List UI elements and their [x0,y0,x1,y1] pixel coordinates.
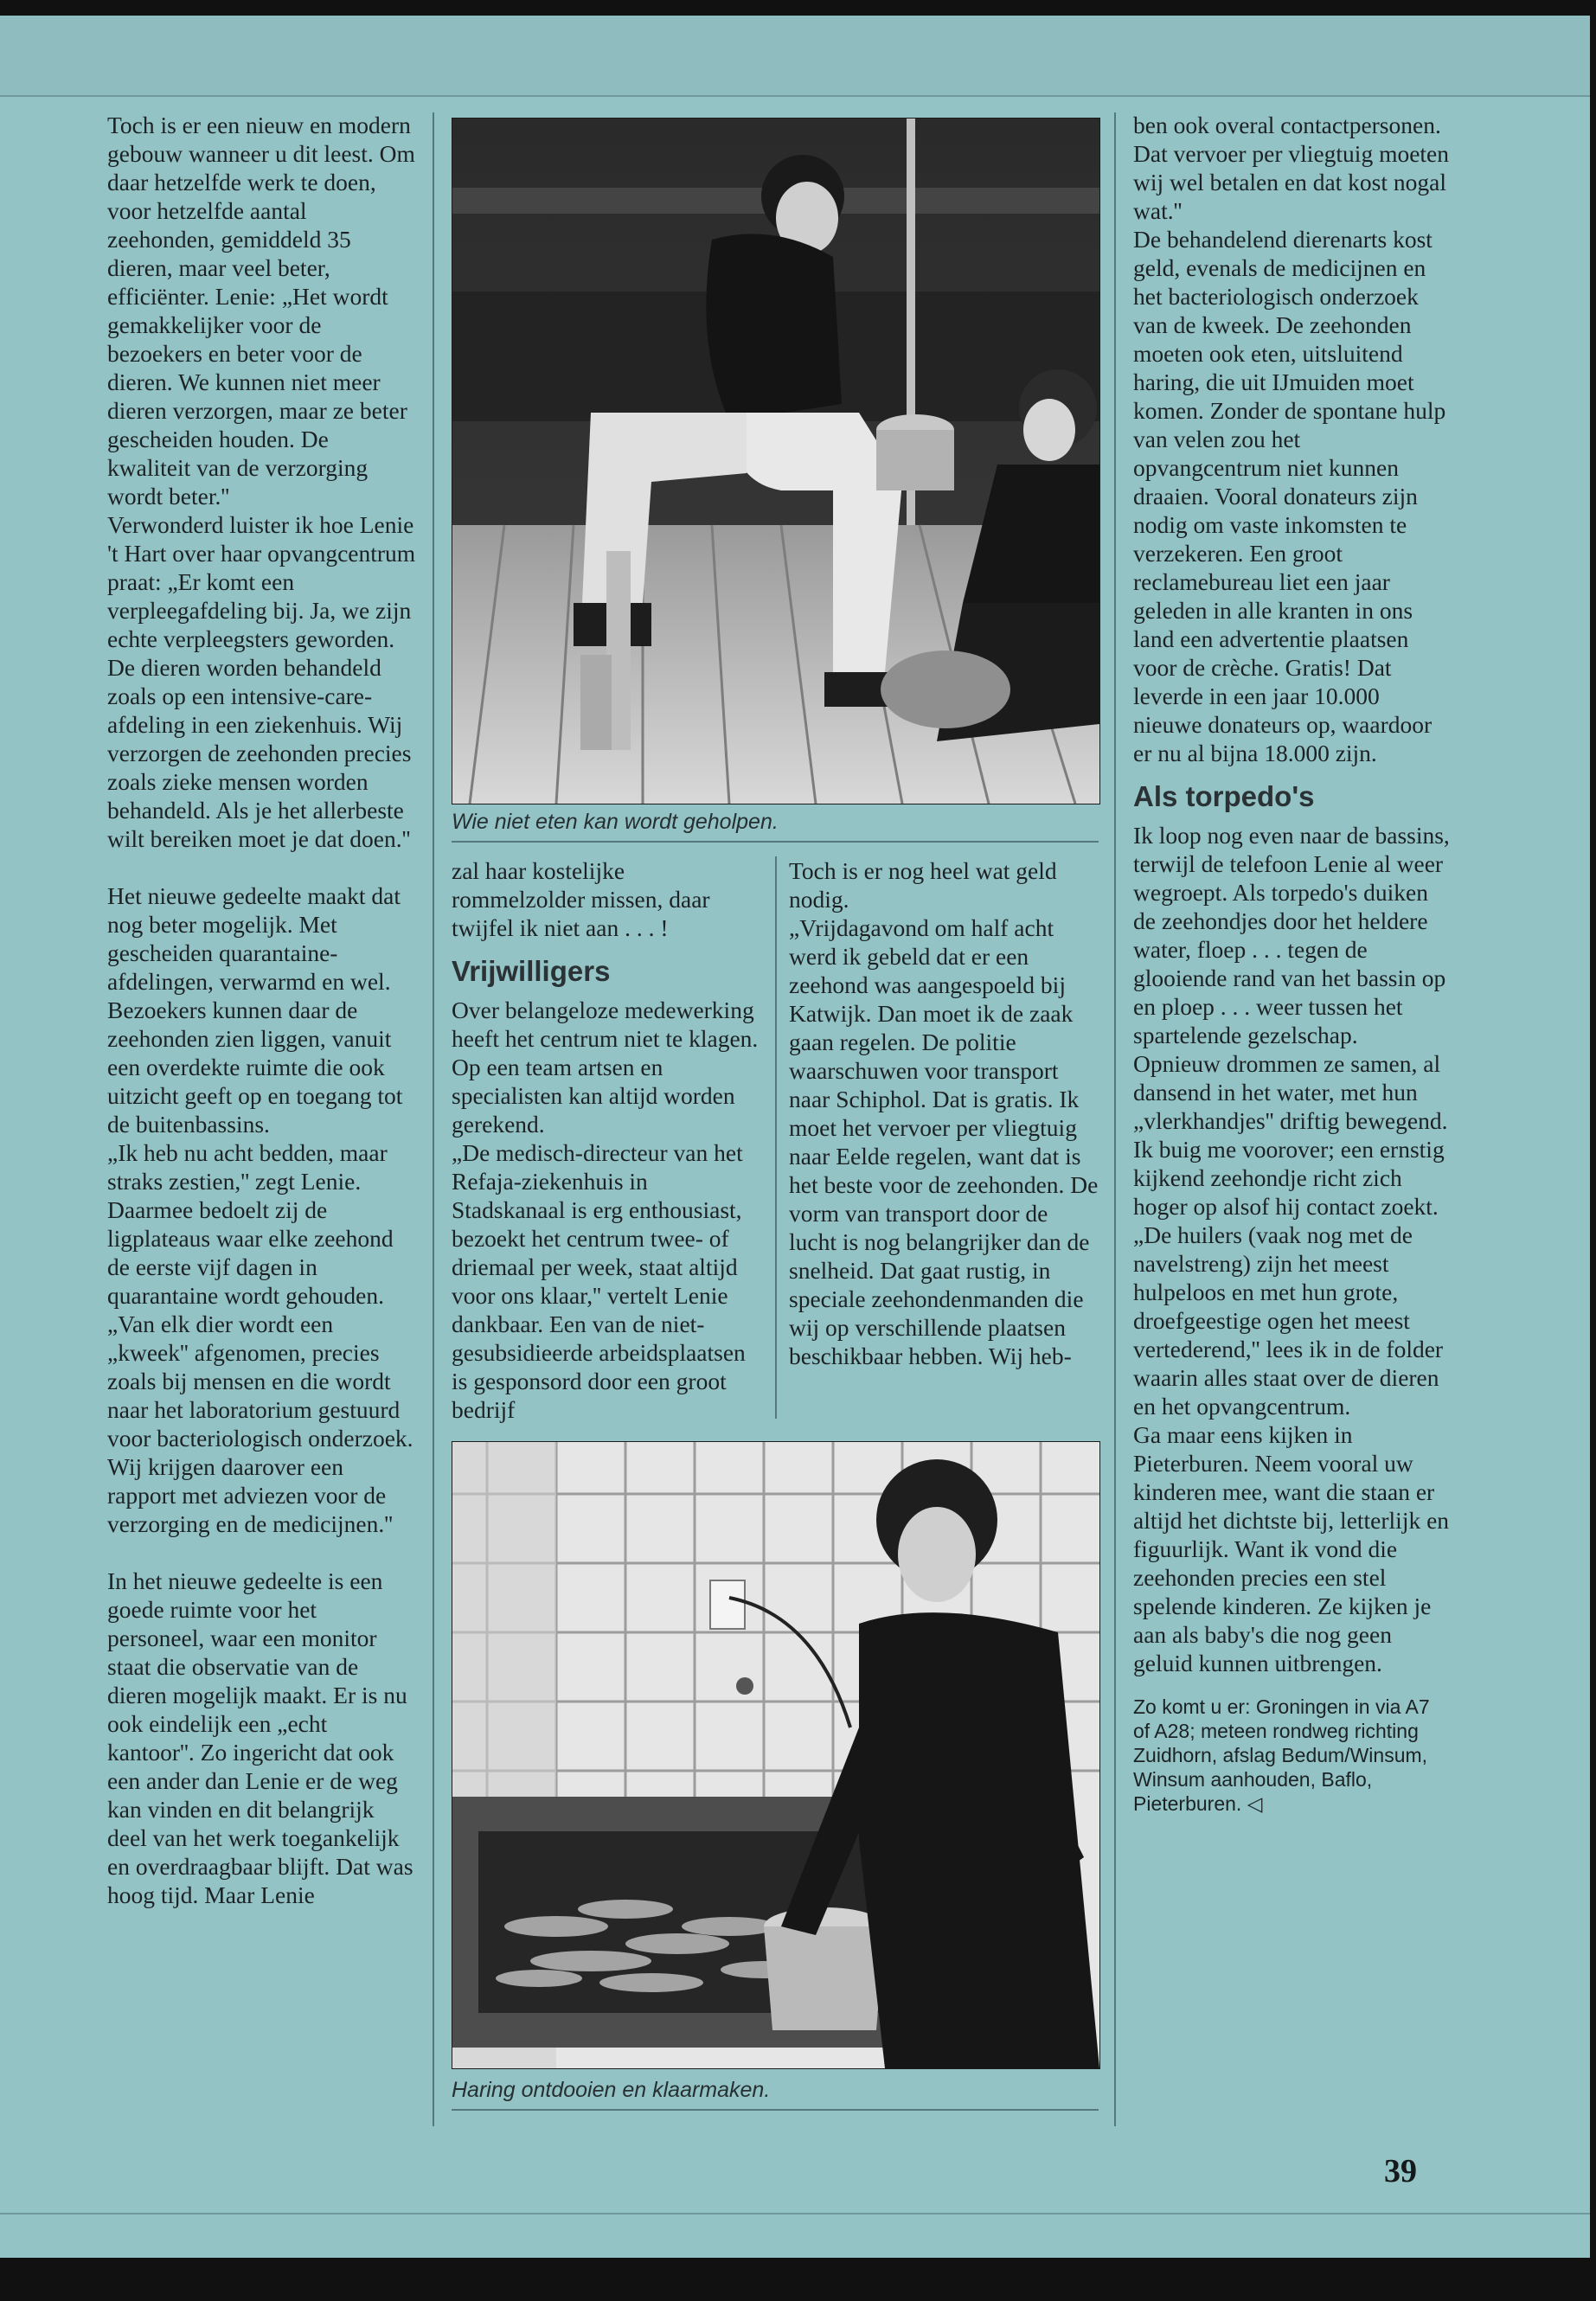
col1-paragraph-2: Verwonderd luister ik hoe Lenie 't Hart over haar opvangcentrum praat: „Er komt een verpleegafdeling bij. Ja, we zijn echte verpleegsters geworden. De dieren worden behandeld zoals op een intensive-care-afdeling in een ziekenhuis. Wij verzorgen de zeehonden precies zoals zieke mensen worden behandeld. Als je het allerbeste wilt bereiken moet je dat doen.'' [107,511,416,852]
column-2 [452,856,763,1424]
column-divider-2 [775,856,777,1419]
column-divider-3 [1114,112,1116,2126]
caption-rule-2 [452,2109,1099,2111]
photo-seal-feeding-image [452,119,1099,804]
caption-photo-2: Haring ontdooien en klaarmaken. [452,2078,771,2102]
col1-paragraph-1: Toch is er een nieuw en modern gebouw wanneer u dit leest. Om daar hetzelfde werk te doen, voor hetzelfde aantal zeehonden, gemiddeld 35 dieren, maar veel beter, efficiënter. Lenie: „Het wordt gemakkelijker voor de bezoekers en beter voor de dieren. We kunnen niet meer dieren verzorgen, maar ze beter gescheiden houden. De kwaliteit van de verzorging wordt beter.'' [107,112,415,510]
col2-paragraph-2: Over belangeloze medewerking heeft het centrum niet te klagen. Op een team artsen en specialisten kan altijd worden gerekend. [452,997,759,1138]
heading-vrijwilligers: Vrijwilligers [452,955,611,987]
column-1 [107,111,417,1909]
col4-paragraph-1: ben ook overal contactpersonen. Dat vervoer per vliegtuig moeten wij wel betalen en dat kost nogal wat.'' [1133,112,1450,224]
col3-paragraph-1: Toch is er nog heel wat geld nodig. [789,857,1057,913]
col3-paragraph-2: „Vrijdagavond om half acht werd ik gebeld dat er een zeehond was aangespoeld bij Katwijk. Dan moet ik de zaak gaan regelen. De politie waarschuwen voor transport naar Schiphol. Dat is gratis. Ik moet het vervoer per vliegtuig naar Eelde regelen, want dat is het beste voor de zeehonden. De vorm van transport door de lucht is nog belangrijker dan de snelheid. Dat gaat rustig, in speciale zeehondenmanden die wij op verschillende plaatsen beschikbaar hebben. Wij heb- [789,914,1099,1369]
col2-paragraph-1: zal haar kostelijke rommelzolder missen, daar twijfel ik niet aan . . . ! [452,857,710,941]
heading-als-torpedos: Als torpedo's [1133,780,1315,812]
col4-paragraph-3: Ik loop nog even naar de bassins, terwijl de telefoon Lenie al weer wegroept. Als torpedo's duiken de zeehondjes door het heldere water, floep . . . tegen de glooiende rand van het bassin op en ploep . . . weer tussen het spartelende gezelschap. Opnieuw drommen ze samen, al dansend in het water, met hun „vlerkhandjes'' driftig bewegend. Ik buig me voorover; een ernstig kijkend zeehondje richt zich hoger op alsof hij contact zoekt. [1133,822,1450,1220]
caption-photo-1: Wie niet eten kan wordt geholpen. [452,810,779,834]
magazine-page [0,16,1590,2258]
page-number: 39 [1384,2153,1417,2189]
col1-paragraph-3: Het nieuwe gedeelte maakt dat nog beter mogelijk. Met gescheiden quarantaine-afdelingen, verwarmd en wel. Bezoekers kunnen daar de zeehonden zien liggen, vanuit een overdekte ruimte die ook uitzicht geeft op en toegang tot de buitenbassins. [107,882,403,1138]
col4-paragraph-2: De behandelend dierenarts kost geld, evenals de medicijnen en het bacteriologisch onderzoek van de kweek. De zeehonden moeten ook eten, uitsluitend haring, die uit IJmuiden moet komen. Zonder de spontane hulp van velen zou het opvangcentrum niet kunnen draaien. Vooral donateurs zijn nodig om vaste inkomsten te verzekeren. Een groot reclamebureau liet een jaar geleden in alle kranten in ons land een advertentie plaatsen voor de crèche. Gratis! Dat leverde in een jaar 10.000 nieuwe donateurs op, waardoor er nu al bijna 18.000 zijn. [1133,226,1446,766]
bottom-rule [0,2213,1590,2214]
column-divider-1 [433,112,434,2126]
top-band [0,16,1590,97]
column-4 [1133,111,1450,1816]
col1-paragraph-4: „Ik heb nu acht bedden, maar straks zestien,'' zegt Lenie. Daarmee bedoelt zij de ligplateaus waar elke zeehond de eerste vijf dagen in quarantaine wordt gehouden. „Van elk dier wordt een „kweek'' afgenomen, precies zoals bij mensen en die wordt naar het laboratorium gestuurd voor bacteriologisch onderzoek. Wij krijgen daarover een rapport met adviezen voor de verzorging en de medicijnen.'' [107,1139,413,1537]
directions-note: Zo komt u er: Groningen in via A7 of A28; meteen rondweg richting Zuidhorn, afslag Bedum/Winsum, Winsum aanhouden, Baflo, Pieterburen. ◁ [1133,1695,1430,1815]
col2-paragraph-3: „De medisch-directeur van het Refaja-ziekenhuis in Stadskanaal is erg enthousiast, bezoekt het centrum twee- of driemaal per week, staat altijd voor ons klaar,'' vertelt Lenie dankbaar. Een van de niet-gesubsidieerde arbeidsplaatsen is gesponsord door een groot bedrijf [452,1139,746,1423]
photo-seal-feeding [452,118,1100,804]
col1-paragraph-5: In het nieuwe gedeelte is een goede ruimte voor het personeel, waar een monitor staat die observatie van de dieren mogelijk maakt. Er is nu ook eindelijk een „echt kantoor''. Zo ingericht dat ook een ander dan Lenie er de weg kan vinden en dit belangrijk deel van het werk toegankelijk en overdraagbaar blijft. Dat was hoog tijd. Maar Lenie [107,1567,413,1908]
col4-paragraph-4: „De huilers (vaak nog met de navelstreng) zijn het meest hulpeloos en met hun grote, droefgeestige ogen het meest vertederend,'' lees ik in de folder waarin alles staat over de dieren en het opvangcentrum. [1133,1221,1444,1420]
column-3 [789,856,1100,1370]
photo-herring-preparation [452,1441,1100,2069]
photo-herring-preparation-image [452,1442,1099,2068]
caption-rule-1 [452,841,1099,843]
col4-paragraph-5: Ga maar eens kijken in Pieterburen. Neem vooral uw kinderen mee, want die staan er altijd het dichtste bij, letterlijk en figuurlijk. Want ik vond die zeehonden precies een stel spelende kinderen. Ze kijken je aan als baby's die nog geen geluid kunnen uitbrengen. [1133,1421,1450,1676]
